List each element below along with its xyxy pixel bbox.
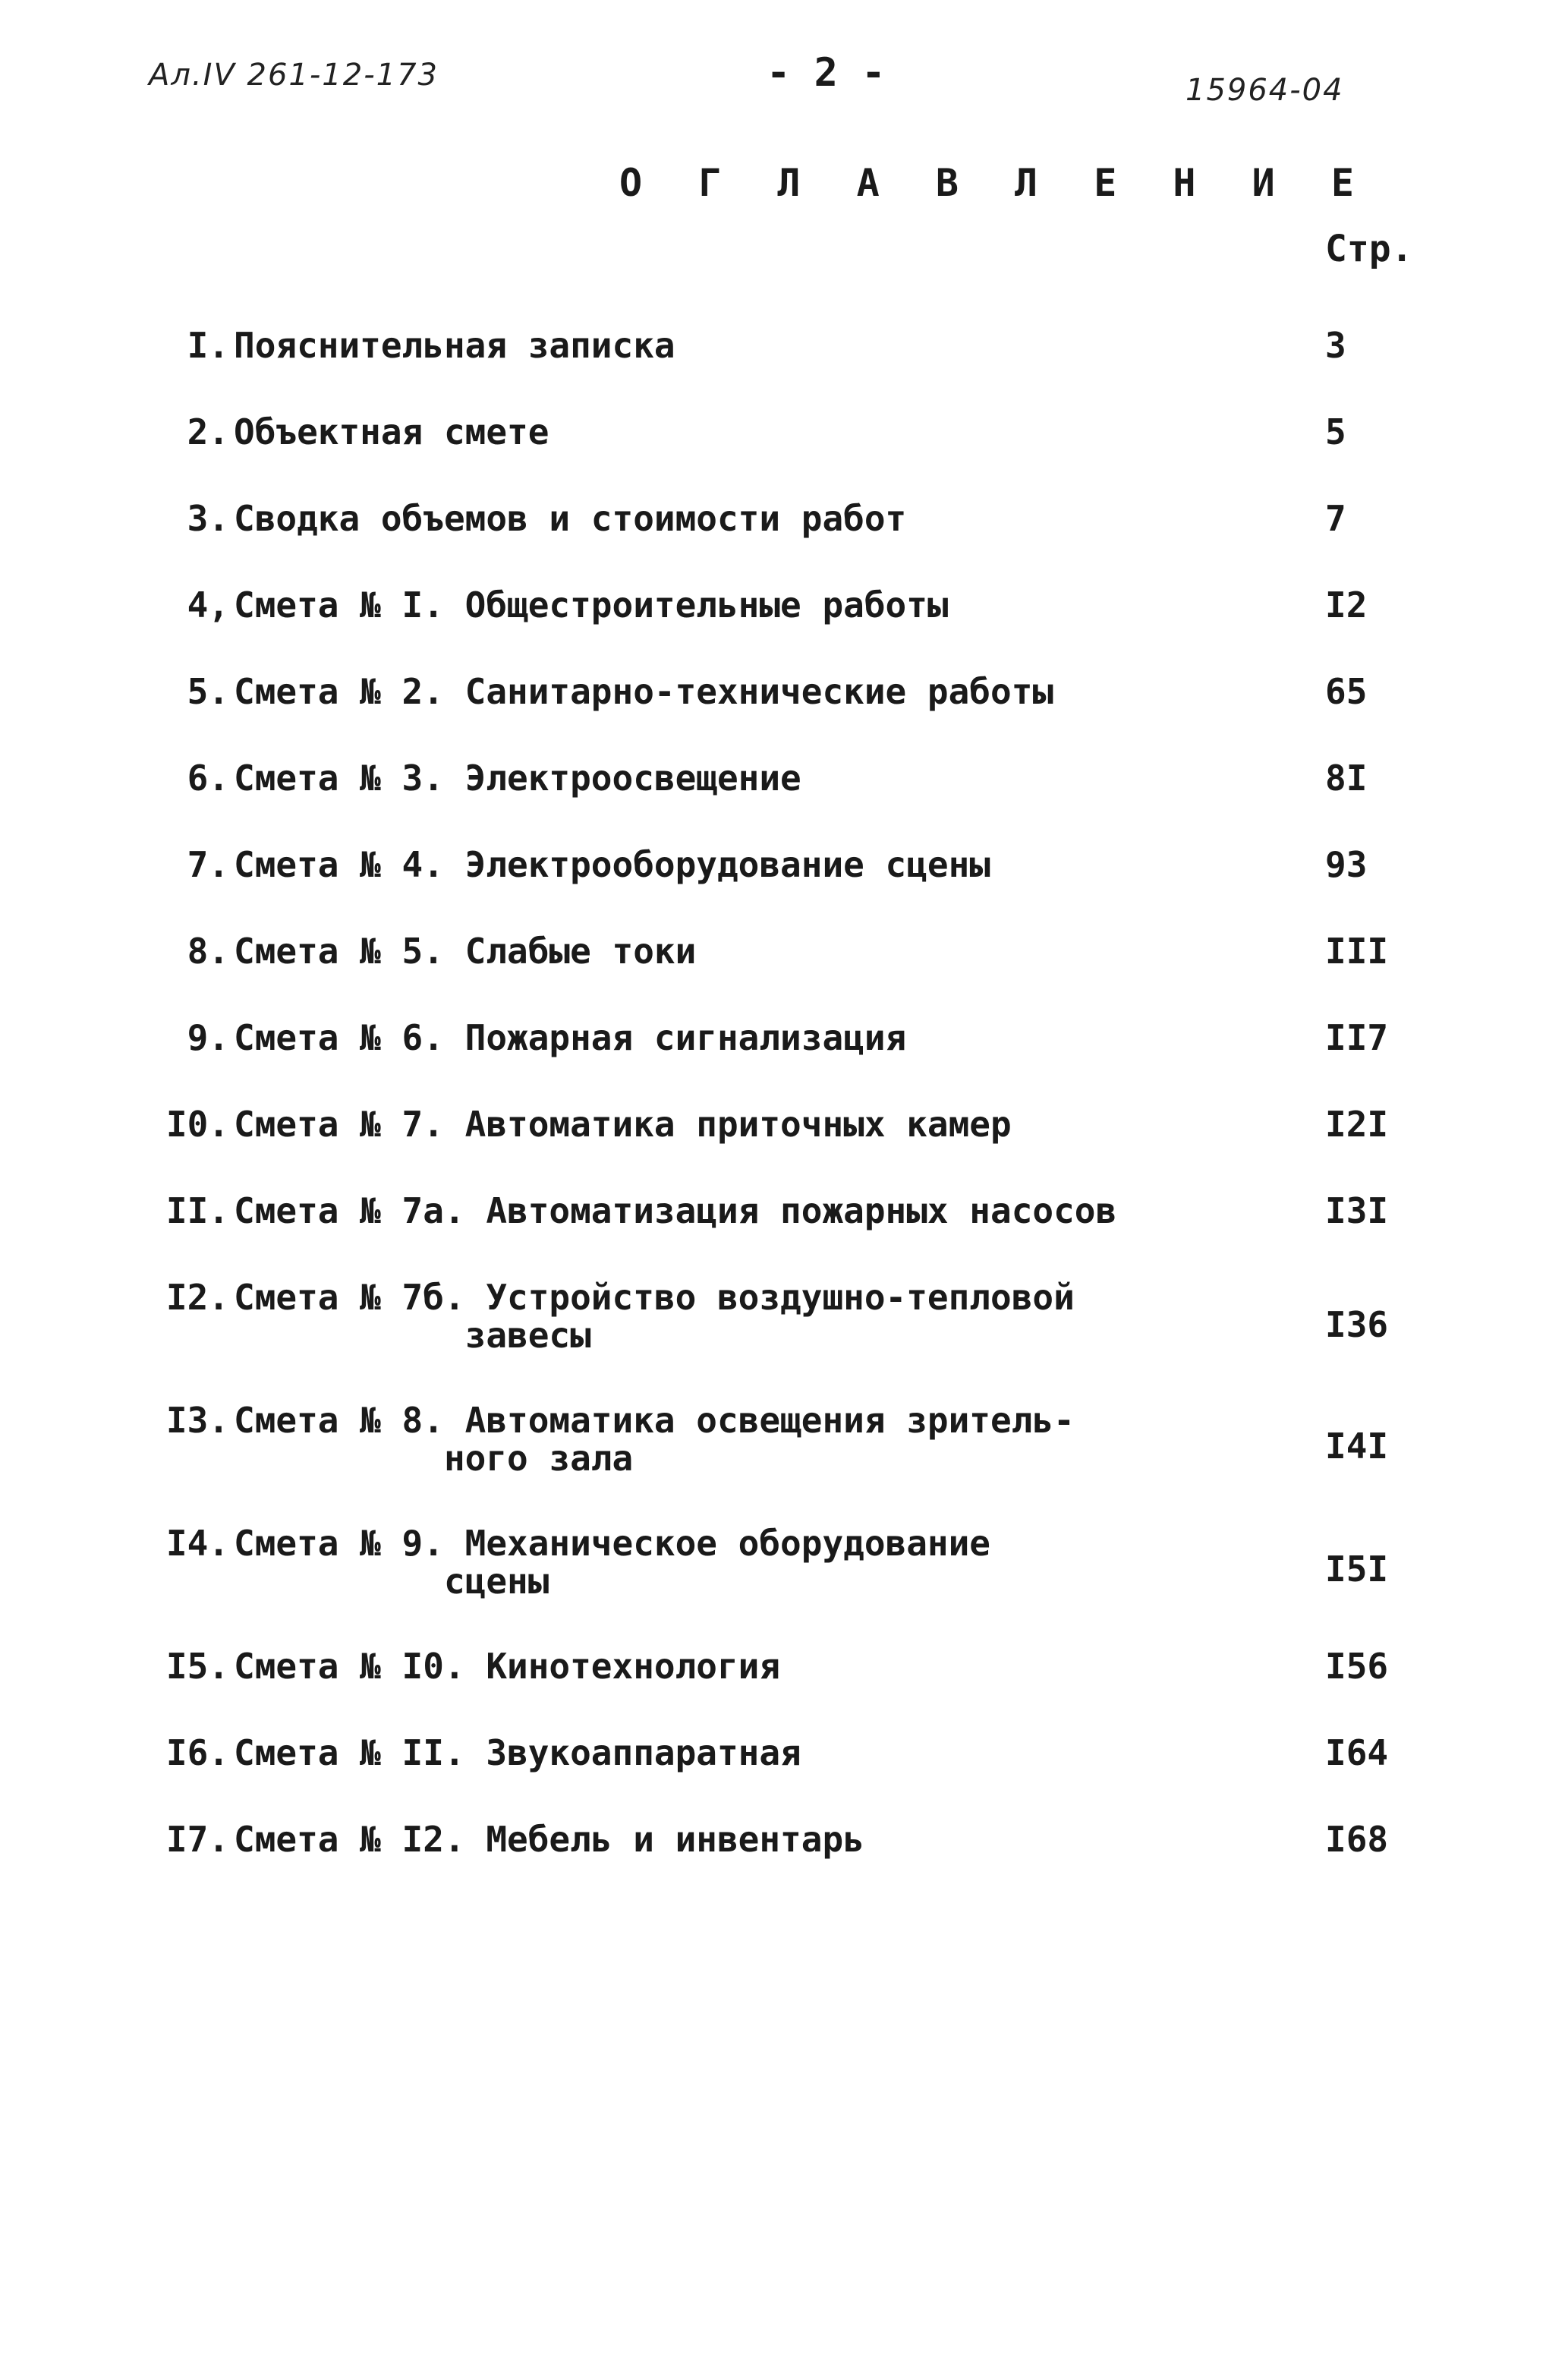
toc-entry-title: Смета № I0. Кинотехнология	[234, 1646, 781, 1687]
toc-entry-page: 7	[1325, 498, 1346, 539]
toc-entry-number: 7.	[187, 844, 229, 885]
header-right-note: 15964-04	[1185, 73, 1344, 108]
toc-entry-title: Смета № 3. Электроосвещение	[234, 758, 801, 799]
toc-entry-number: 4,	[187, 585, 229, 626]
toc-entry-title: Смета № 4. Электрооборудование сцены	[234, 844, 990, 885]
toc-entry-number: I2.	[165, 1277, 229, 1318]
toc-entry-number: I6.	[165, 1732, 229, 1773]
toc-entry-page: I68	[1325, 1819, 1389, 1860]
toc-entry-number: I0.	[165, 1104, 229, 1145]
page-number: - 2 -	[767, 50, 886, 96]
toc-entry-number: 6.	[187, 758, 229, 799]
toc-entry-page: I36	[1325, 1304, 1389, 1345]
toc-entry-number: 3.	[187, 498, 229, 539]
toc-entry-number: I.	[187, 325, 229, 366]
toc-entry-title: Смета № 5. Слабые токи	[234, 931, 697, 972]
toc-entry-page: III	[1325, 931, 1389, 972]
toc-entry-number: I5.	[165, 1646, 229, 1687]
toc-entry-page: II7	[1325, 1017, 1389, 1058]
toc-entry-title: Смета № 7б. Устройство воздушно-тепловой завесы	[234, 1277, 1075, 1356]
toc-entry-page: 65	[1325, 671, 1368, 712]
toc-entry-number: II.	[165, 1190, 229, 1231]
toc-entry-page: 3	[1325, 325, 1346, 366]
toc-entry-page: I2I	[1325, 1104, 1389, 1145]
toc-entry-page: I4I	[1325, 1426, 1389, 1467]
toc-entry-page: I64	[1325, 1732, 1389, 1773]
toc-entry-title: Смета № 9. Механическое оборудование сцены	[234, 1523, 990, 1602]
toc-entry-number: I7.	[165, 1819, 229, 1860]
toc-entry-number: 8.	[187, 931, 229, 972]
toc-entry-title: Объектная смете	[234, 411, 549, 452]
toc-entry-page: I5I	[1325, 1549, 1389, 1590]
page-column-label: Стр.	[1325, 228, 1413, 270]
toc-entry-page: I56	[1325, 1646, 1389, 1687]
toc-entry-title: Смета № 7а. Автоматизация пожарных насосов	[234, 1190, 1117, 1231]
toc-entry-page: 5	[1325, 411, 1346, 452]
toc-entry-number: 9.	[187, 1017, 229, 1058]
toc-entry-title: Смета № 7. Автоматика приточных камер	[234, 1104, 1012, 1145]
toc-entry-title: Смета № 8. Автоматика освещения зритель- ного зала	[234, 1400, 1075, 1479]
toc-entry-number: I3.	[165, 1400, 229, 1441]
toc-entry-title: Смета № 2. Санитарно-технические работы	[234, 671, 1054, 712]
page-title: О Г Л А В Л Е Н И Е	[619, 161, 1371, 205]
toc-entry-number: 2.	[187, 411, 229, 452]
toc-entry-number: I4.	[165, 1523, 229, 1564]
toc-entry-title: Смета № 6. Пожарная сигнализация	[234, 1017, 907, 1058]
toc-entry-title: Смета № I. Общестроительные работы	[234, 585, 949, 626]
toc-entry-page: 8I	[1325, 758, 1368, 799]
toc-entry-page: 93	[1325, 844, 1368, 885]
toc-entry-page: I2	[1325, 585, 1368, 626]
toc-entry-page: I3I	[1325, 1190, 1389, 1231]
toc-entry-number: 5.	[187, 671, 229, 712]
toc-entry-title: Пояснительная записка	[234, 325, 675, 366]
toc-entry-title: Сводка объемов и стоимости работ	[234, 498, 907, 539]
toc-entry-title: Смета № I2. Мебель и инвентарь	[234, 1819, 864, 1860]
toc-entry-title: Смета № II. Звукоаппаратная	[234, 1732, 801, 1773]
header-left-note: Ал.IV 261-12-173	[149, 58, 439, 93]
